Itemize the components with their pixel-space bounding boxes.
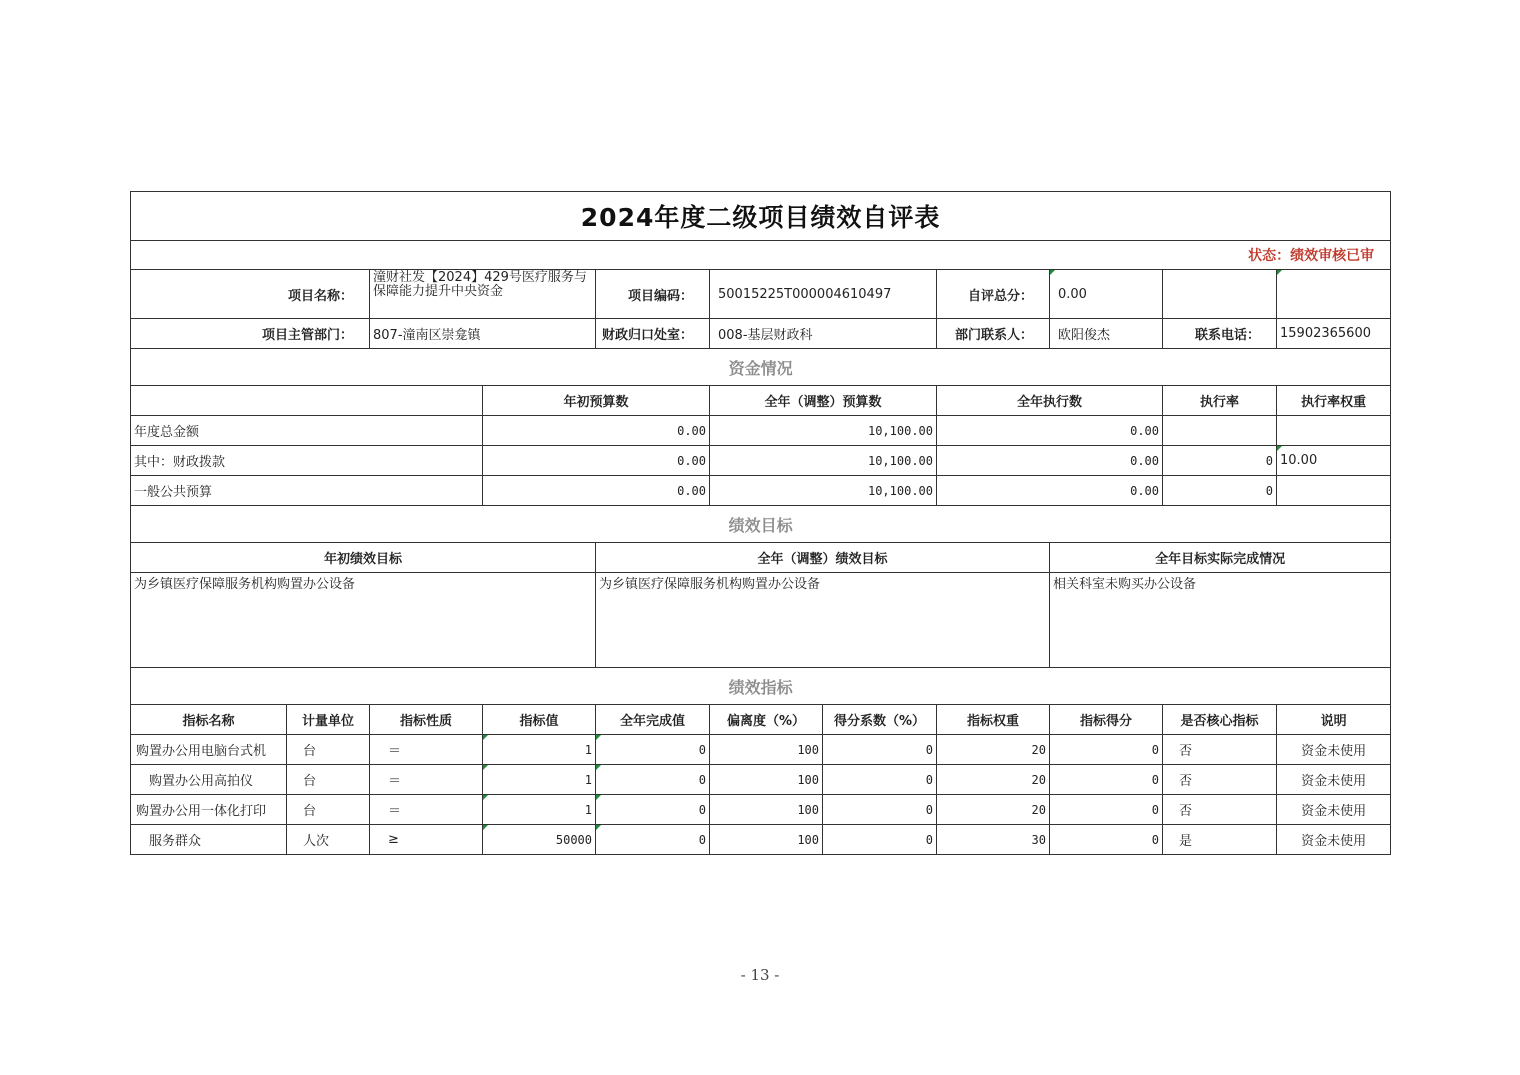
ind-weight: 20 — [937, 735, 1050, 765]
fund-weight — [1277, 416, 1391, 446]
self-score-label: 自评总分： — [937, 270, 1050, 319]
ind-name: 购置办公用高拍仪 — [131, 765, 287, 795]
fund-row-name: 其中：财政拨款 — [131, 446, 483, 476]
goal-header-initial: 年初绩效目标 — [131, 543, 596, 573]
ind-nature: ＝ — [370, 765, 483, 795]
fund-initial: 0.00 — [483, 446, 710, 476]
ind-coef: 0 — [823, 735, 937, 765]
col-header-exec-rate: 执行率 — [1163, 386, 1277, 416]
ind-target: 1 — [483, 735, 596, 765]
ind-deviation: 100 — [710, 765, 823, 795]
ind-header-done: 全年完成值 — [596, 705, 710, 735]
contact-value: 欧阳俊杰 — [1050, 319, 1163, 349]
ind-coef: 0 — [823, 825, 937, 855]
empty-cell — [1163, 270, 1277, 319]
ind-weight: 30 — [937, 825, 1050, 855]
ind-header-note: 说明 — [1277, 705, 1391, 735]
self-score-value: 0.00 — [1050, 270, 1163, 319]
goal-adjusted-text: 为乡镇医疗保障服务机构购置办公设备 — [596, 573, 1050, 668]
fund-initial: 0.00 — [483, 416, 710, 446]
fund-executed: 0.00 — [937, 446, 1163, 476]
fund-initial: 0.00 — [483, 476, 710, 506]
ind-name: 购置办公用电脑台式机 — [131, 735, 287, 765]
fund-adjusted: 10,100.00 — [710, 416, 937, 446]
goal-header-actual: 全年目标实际完成情况 — [1050, 543, 1391, 573]
ind-deviation: 100 — [710, 795, 823, 825]
ind-weight: 20 — [937, 795, 1050, 825]
ind-deviation: 100 — [710, 825, 823, 855]
ind-coef: 0 — [823, 765, 937, 795]
sheet-title: 2024年度二级项目绩效自评表 — [131, 192, 1391, 241]
fund-weight — [1277, 476, 1391, 506]
fund-executed: 0.00 — [937, 476, 1163, 506]
ind-deviation: 100 — [710, 735, 823, 765]
fund-adjusted: 10,100.00 — [710, 446, 937, 476]
empty-cell — [131, 386, 483, 416]
ind-header-target: 指标值 — [483, 705, 596, 735]
table-row — [131, 825, 1391, 855]
fund-rate — [1163, 416, 1277, 446]
project-code-value: 50015225T000004610497 — [710, 270, 937, 319]
ind-core: 否 — [1163, 765, 1277, 795]
contact-label: 部门联系人： — [937, 319, 1050, 349]
col-header-executed: 全年执行数 — [937, 386, 1163, 416]
ind-score: 0 — [1050, 825, 1163, 855]
fund-rate: 0 — [1163, 446, 1277, 476]
funds-section-title: 资金情况 — [131, 349, 1391, 386]
finance-office-label: 财政归口处室： — [596, 319, 710, 349]
ind-done: 0 — [596, 765, 710, 795]
ind-header-core: 是否核心指标 — [1163, 705, 1277, 735]
goal-initial-text: 为乡镇医疗保障服务机构购置办公设备 — [131, 573, 596, 668]
ind-note: 资金未使用 — [1277, 765, 1391, 795]
project-name-value: 潼财社发【2024】429号医疗服务与保障能力提升中央资金 — [370, 270, 596, 319]
ind-name: 服务群众 — [131, 825, 287, 855]
fund-row-name: 年度总金额 — [131, 416, 483, 446]
empty-cell — [1277, 270, 1391, 319]
ind-score: 0 — [1050, 735, 1163, 765]
ind-unit: 台 — [287, 735, 370, 765]
fund-row-name: 一般公共预算 — [131, 476, 483, 506]
page-number: - 13 - — [740, 966, 780, 984]
project-code-label: 项目编码： — [596, 270, 710, 319]
ind-core: 否 — [1163, 735, 1277, 765]
ind-core: 是 — [1163, 825, 1277, 855]
ind-nature: ＝ — [370, 735, 483, 765]
col-header-adjusted-budget: 全年（调整）预算数 — [710, 386, 937, 416]
indicators-section-title: 绩效指标 — [131, 668, 1391, 705]
ind-header-score: 指标得分 — [1050, 705, 1163, 735]
col-header-rate-weight: 执行率权重 — [1277, 386, 1391, 416]
finance-office-value: 008-基层财政科 — [710, 319, 937, 349]
ind-score: 0 — [1050, 765, 1163, 795]
col-header-initial-budget: 年初预算数 — [483, 386, 710, 416]
table-row — [131, 735, 1391, 765]
ind-nature: ＝ — [370, 795, 483, 825]
ind-unit: 台 — [287, 795, 370, 825]
dept-value: 807-潼南区崇龛镇 — [370, 319, 596, 349]
ind-unit: 人次 — [287, 825, 370, 855]
phone-label: 联系电话： — [1163, 319, 1277, 349]
ind-nature: ≥ — [370, 825, 483, 855]
ind-done: 0 — [596, 825, 710, 855]
ind-done: 0 — [596, 795, 710, 825]
ind-unit: 台 — [287, 765, 370, 795]
ind-score: 0 — [1050, 795, 1163, 825]
goal-header-adjusted: 全年（调整）绩效目标 — [596, 543, 1050, 573]
ind-coef: 0 — [823, 795, 937, 825]
ind-header-weight: 指标权重 — [937, 705, 1050, 735]
ind-header-name: 指标名称 — [131, 705, 287, 735]
phone-value: 15902365600 — [1277, 319, 1391, 349]
goal-actual-text: 相关科室未购买办公设备 — [1050, 573, 1391, 668]
fund-executed: 0.00 — [937, 416, 1163, 446]
ind-note: 资金未使用 — [1277, 735, 1391, 765]
ind-header-unit: 计量单位 — [287, 705, 370, 735]
ind-target: 1 — [483, 765, 596, 795]
project-name-label: 项目名称： — [131, 270, 370, 319]
ind-header-nature: 指标性质 — [370, 705, 483, 735]
ind-header-deviation: 偏离度（%） — [710, 705, 823, 735]
table-row — [131, 765, 1391, 795]
goals-section-title: 绩效目标 — [131, 506, 1391, 543]
ind-target: 1 — [483, 795, 596, 825]
review-status: 状态：绩效审核已审 — [131, 241, 1391, 270]
ind-core: 否 — [1163, 795, 1277, 825]
fund-adjusted: 10,100.00 — [710, 476, 937, 506]
ind-note: 资金未使用 — [1277, 825, 1391, 855]
performance-evaluation-table — [130, 191, 1391, 855]
dept-label: 项目主管部门： — [131, 319, 370, 349]
ind-header-coef: 得分系数（%） — [823, 705, 937, 735]
fund-weight: 10.00 — [1277, 446, 1391, 476]
ind-done: 0 — [596, 735, 710, 765]
ind-note: 资金未使用 — [1277, 795, 1391, 825]
ind-target: 50000 — [483, 825, 596, 855]
fund-rate: 0 — [1163, 476, 1277, 506]
ind-weight: 20 — [937, 765, 1050, 795]
table-row — [131, 795, 1391, 825]
ind-name: 购置办公用一体化打印 — [131, 795, 287, 825]
